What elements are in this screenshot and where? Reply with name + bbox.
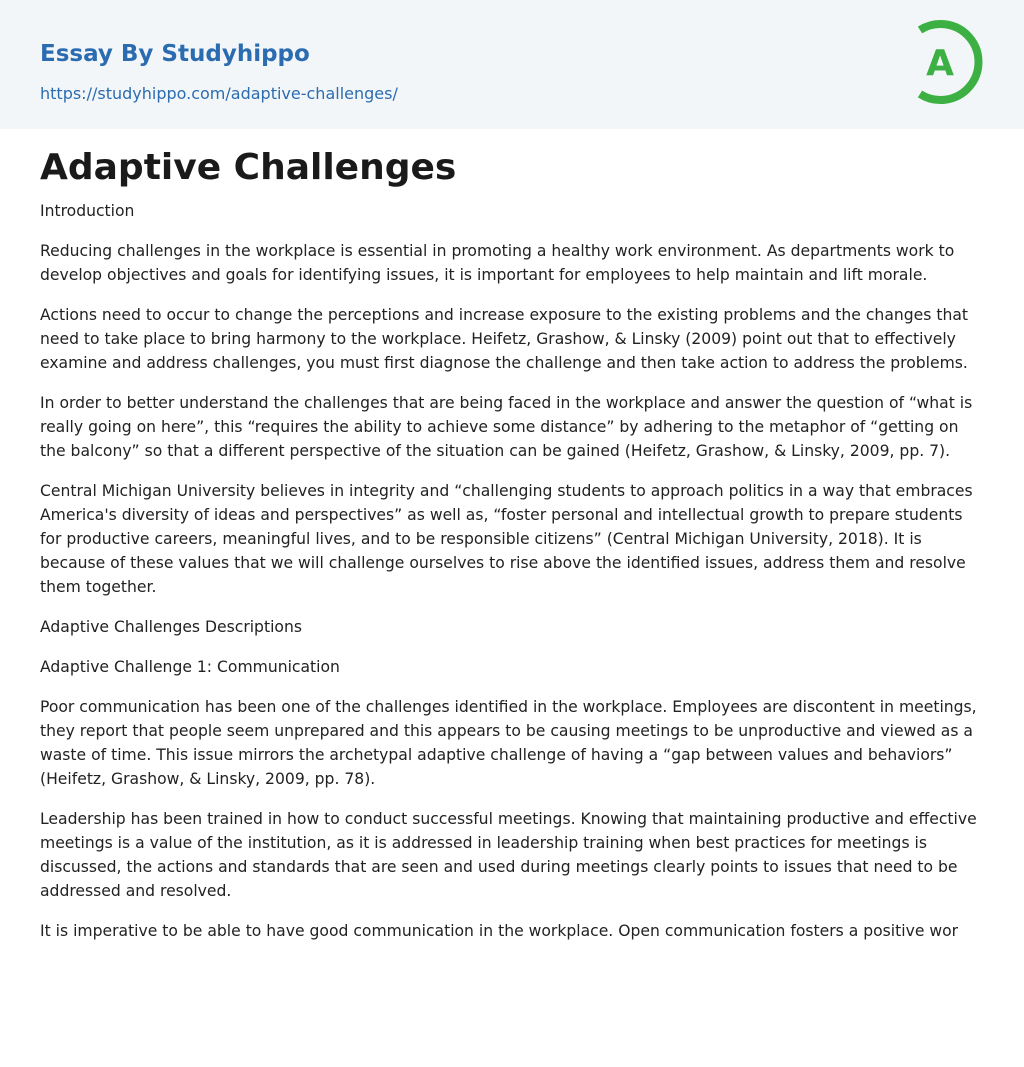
section-heading-introduction: Introduction [40, 202, 135, 220]
section-heading-challenge-1: Adaptive Challenge 1: Communication [40, 658, 340, 676]
studyhippo-logo-icon[interactable] [904, 18, 990, 106]
paragraph: Reducing challenges in the workplace is essential in promoting a healthy work environment. As departments work to develop objectives and goals for identifying issues, it is important for employees to help maintain and lift morale. [40, 242, 955, 284]
paragraph: Central Michigan University believes in integrity and “challenging students to approach politics in a way that embraces America's diversity of ideas and perspectives” as well as, “foster personal and intellectual growth to prepare students for productive careers, meaningful lives, and to be responsible citizens” (Central Michigan University, 2018). It is because of these values that we will challenge ourselves to rise above the identified issues, address them and resolve them together. [40, 482, 973, 596]
paragraph-truncated: It is imperative to be able to have good communication in the workplace. Open communication fosters a positive wor [40, 922, 959, 940]
article-title: Adaptive Challenges [40, 147, 457, 188]
site-brand[interactable]: Essay By Studyhippo [40, 41, 310, 67]
paragraph: Leadership has been trained in how to conduct successful meetings. Knowing that maintaining productive and effective meetings is a value of the institution, as it is addressed in leadership training when best practices for meetings is discussed, the actions and standards that are seen and used during meetings clearly points to issues that need to be addressed and resolved. [40, 810, 977, 900]
paragraph: Actions need to occur to change the perceptions and increase exposure to the existing problems and the changes that need to take place to bring harmony to the workplace. Heifetz, Grashow, & Linsky (2009) point out that to effectively examine and address challenges, you must first diagnose the challenge and then take action to address the problems. [40, 306, 968, 372]
article-url-link[interactable]: https://studyhippo.com/adaptive-challenges/ [40, 84, 398, 103]
page-header [0, 0, 1024, 129]
paragraph: Poor communication has been one of the challenges identified in the workplace. Employees are discontent in meetings, they report that people seem unprepared and this appears to be causing meetings to be unproductive and viewed as a waste of time. This issue mirrors the archetypal adaptive challenge of having a “gap between values and behaviors” (Heifetz, Grashow, & Linsky, 2009, pp. 78). [40, 698, 977, 788]
section-heading-descriptions: Adaptive Challenges Descriptions [40, 618, 302, 636]
logo-letter: A [926, 43, 954, 84]
article-body [40, 199, 988, 959]
paragraph: In order to better understand the challenges that are being faced in the workplace and answer the question of “what is really going on here”, this “requires the ability to achieve some distance” by adhering to the metaphor of “getting on the balcony” so that a different perspective of the situation can be gained (Heifetz, Grashow, & Linsky, 2009, pp. 7). [40, 394, 973, 460]
